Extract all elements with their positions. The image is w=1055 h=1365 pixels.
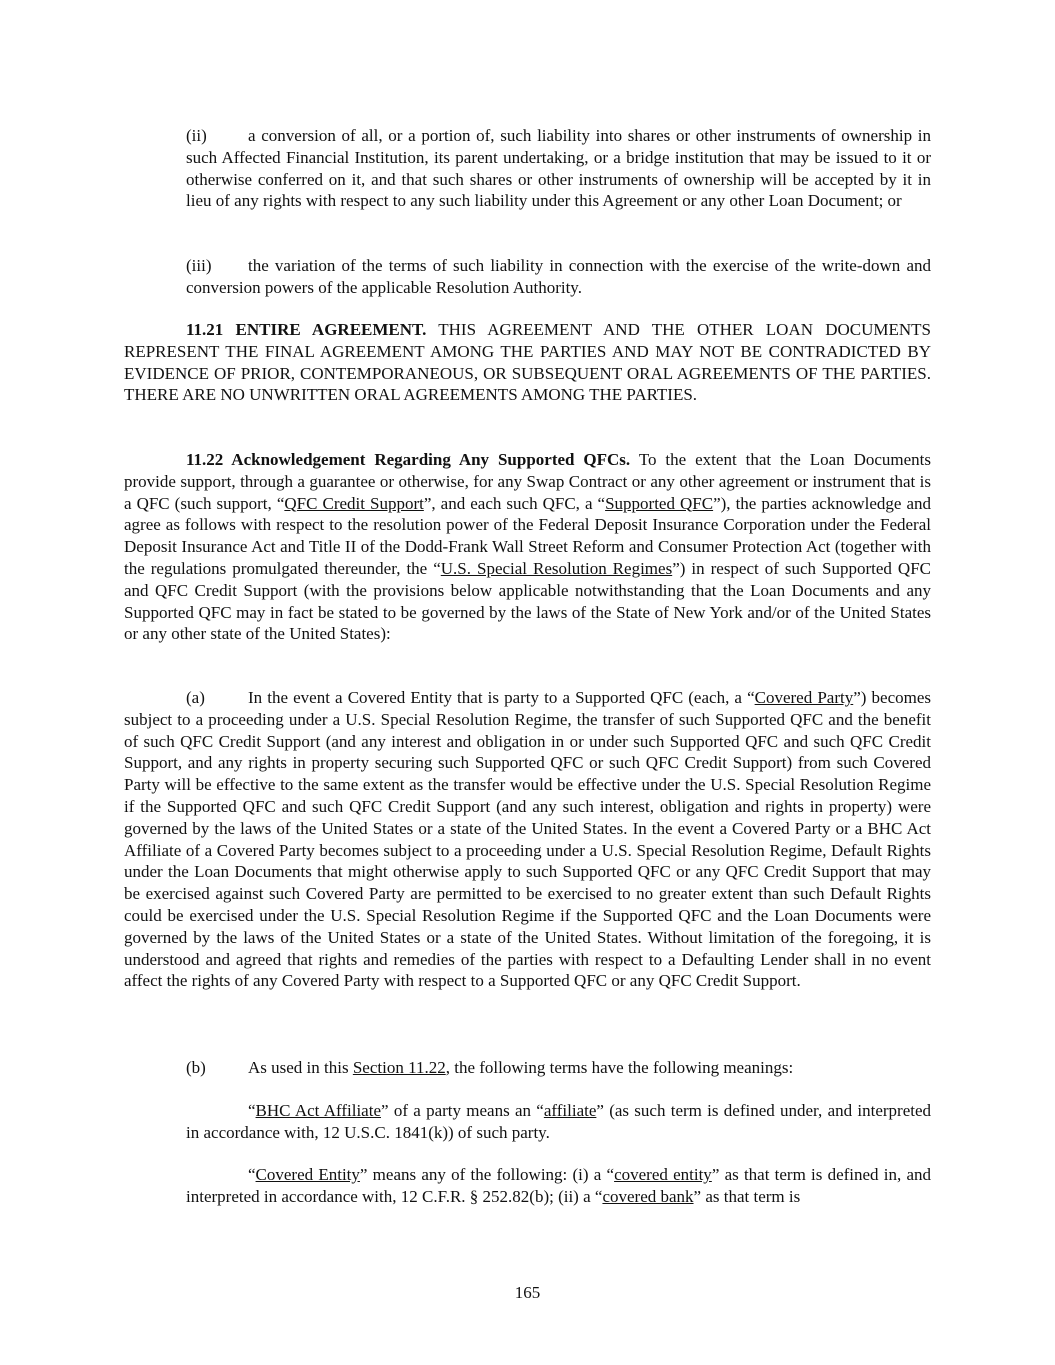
defined-term-covered-party: Covered Party <box>754 688 854 707</box>
list-label: (iii) <box>186 256 212 275</box>
defined-term-qfc-credit-support: QFC Credit Support <box>284 493 424 513</box>
text-run: As used in this <box>248 1058 353 1077</box>
list-label: (ii) <box>186 126 207 145</box>
text-run: ”) in respect of such Supported QFC and QFC Credit Support (with the provisions below applicable notwithstanding that the Loan Documents and any Supported QFC may in fact be stated to be governed by the laws of the State of New York and/or of the United States or any other state of the United States): <box>124 558 931 644</box>
text-run: ” of a party means an “ <box>381 1101 544 1120</box>
section-reference: Section 11.22 <box>352 1058 446 1077</box>
paragraph-iii <box>186 255 931 299</box>
text-run: “ <box>248 1165 256 1184</box>
text-run: ”), the parties acknowledge and agree as follows with respect to the resolution power of the Federal Deposit Insurance Corporation under the Federal Deposit Insurance Act and Title II of the Dodd-Frank Wall Street Reform and Consumer Protection Act (together with the regulations promulgated thereunder, the “ <box>124 493 931 578</box>
defined-term-covered-entity: Covered Entity <box>255 1165 360 1184</box>
definition-covered-entity <box>186 1164 931 1208</box>
defined-term-bhc-act-affiliate: BHC Act Affiliate <box>255 1101 381 1120</box>
text-run: ”) becomes subject to a proceeding under a U.S. Special Resolution Regime, the transfer of such Supported QFC and the benefit of such QFC Credit Support (and any interest and obligation in or under such Supported QFC and such QFC Credit Support, and any rights in property securing such Supported QFC or such QFC Credit Support) from such Covered Party will be effective to the same extent as the transfer would be effective under the U.S. Special Resolution Regime if the Supported QFC and such QFC Credit Support (and any such interest, obligation and rights in property) were governed by the laws of the United States or a state of the United States. In the event a Covered Party or a BHC Act Affiliate of a Covered Party becomes subject to a proceeding under a U.S. Special Resolution Regime, Default Rights under the Loan Documents that might otherwise apply to such Supported QFC or any QFC Credit Support that may be exercised against such Covered Party are permitted to be exercised to no greater extent than such Default Rights could be exercised under the U.S. Special Resolution Regime if the Supported QFC and the Loan Documents were governed by the laws of the United States or a state of the United States. Without limitation of the foregoing, it is understood and agreed that rights and remedies of the parties with respect to a Defaulting Lender shall in no event affect the rights of any Covered Party with respect to a Supported QFC or any QFC Credit Support. <box>124 688 932 991</box>
text-run: ” as that term is <box>693 1186 801 1206</box>
paragraph-text: the variation of the terms of such liability in connection with the exercise of the write-down and conversion powers of the applicable Resolution Authority. <box>186 256 931 297</box>
text-run: ” means any of the following: (i) a “ <box>359 1165 615 1184</box>
defined-term-covered-bank: covered bank <box>602 1186 694 1206</box>
paragraph-ii <box>186 125 931 212</box>
defined-term-us-special-resolution-regimes: U.S. Special Resolution Regimes <box>440 558 673 578</box>
list-label: (b) <box>186 1058 206 1077</box>
paragraph-a <box>124 687 931 992</box>
defined-term-supported-qfc: Supported QFC <box>605 493 714 513</box>
section-text: THIS AGREEMENT AND THE OTHER LOAN DOCUMENTS REPRESENT THE FINAL AGREEMENT AMONG THE PARTIES AND MAY NOT BE CONTRADICTED BY EVIDENCE OF PRIOR, CONTEMPORANEOUS, OR SUBSEQUENT ORAL AGREEMENTS OF THE PARTIES. THERE ARE NO UNWRITTEN ORAL AGREEMENTS AMONG THE PARTIES. <box>124 320 931 405</box>
page-number: 165 <box>514 1283 541 1302</box>
paragraph-b <box>124 1057 931 1079</box>
text-run: ” (as such term is defined under, and interpreted in accordance with, 12 U.S.C. 1841(k)) of such party. <box>186 1101 932 1142</box>
paragraph-text: a conversion of all, or a portion of, such liability into shares or other instruments of ownership in such Affected Financial Institution, its parent undertaking, or a bridge institution that may be issued to it or otherwise conferred on it, and that such shares or other instruments of ownership will be accepted by it in lieu of any rights with respect to any such liability under this Agreement or any other Loan Document; or <box>186 126 931 211</box>
section-heading: 11.22 Acknowledgement Regarding Any Supported QFCs. <box>186 450 631 469</box>
section-heading: 11.21 ENTIRE AGREEMENT. <box>186 320 427 339</box>
text-run: ”, and each such QFC, a “ <box>423 493 606 513</box>
text-run: In the event a Covered Entity that is party to a Supported QFC (each, a “ <box>248 688 755 707</box>
text-run: To the extent that the Loan Documents provide support, through a guarantee or otherwise, for any Swap Contract or any other agreement or instrument that is a QFC (such support, “ <box>124 450 931 513</box>
definition-bhc-act-affiliate <box>186 1100 931 1144</box>
list-label: (a) <box>186 688 205 707</box>
text-run: , the following terms have the following meanings: <box>445 1058 794 1077</box>
section-11-21 <box>124 319 931 406</box>
text-run: ” as that term is defined in, and interpreted in accordance with, 12 C.F.R. § 252.82(b); (ii) a “ <box>186 1165 932 1206</box>
defined-term-covered-entity-lower: covered entity <box>614 1165 712 1184</box>
defined-term-affiliate: affiliate <box>543 1101 597 1120</box>
section-11-22 <box>124 449 931 645</box>
text-run: “ <box>248 1101 256 1120</box>
